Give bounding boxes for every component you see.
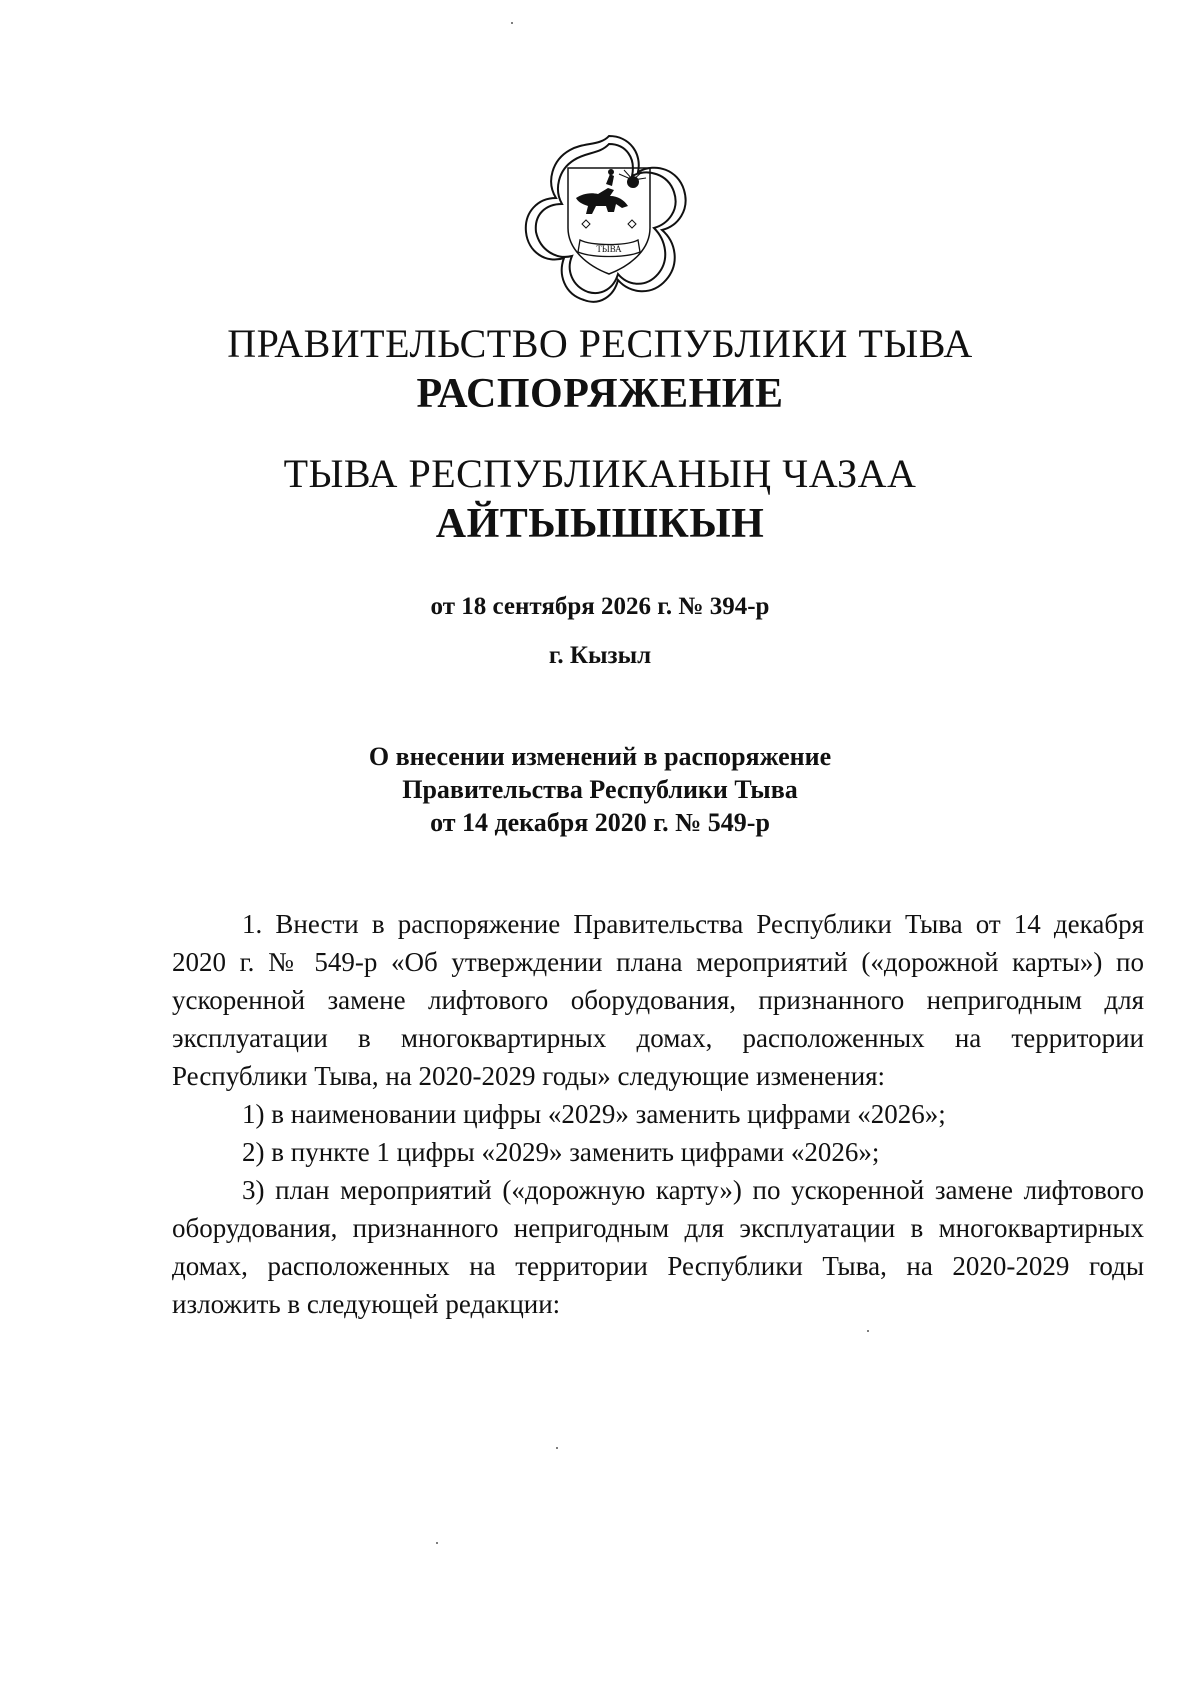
- subject-line: от 14 декабря 2020 г. № 549-р: [430, 808, 770, 837]
- emblem-ribbon-label: ТЫВА: [596, 244, 622, 254]
- scan-speck: [511, 22, 513, 24]
- document-type-ru: РАСПОРЯЖЕНИЕ: [416, 371, 784, 417]
- body-paragraph: 1. Внести в распоряжение Правительства Республики Тыва от 14 декабря 2020 г. № 549-р «Об утверждении плана мероприятий («дорожной карты») по ускоренной замене лифтового оборудования, признанного непригодным для эксплуатации в многоквартирных домах, расположенных на территории Республики Тыва, на 2020-2029 годы» следующие изменения:: [172, 909, 1144, 1091]
- document-type-tyv: АЙТЫЫШКЫН: [435, 501, 765, 547]
- scan-speck: [436, 1542, 438, 1544]
- tuva-emblem-icon: [518, 128, 700, 310]
- scan-speck: [556, 1447, 558, 1449]
- subject-line: О внесении изменений в распоряжение: [368, 742, 832, 771]
- body-paragraph: 3) план мероприятий («дорожную карту») по ускоренной замене лифтового оборудования, признанного непригодным для эксплуатации в многоквартирных домах, расположенных на территории Республики Тыва, на 2020-2029 годы изложить в следующей редакции:: [172, 1175, 1144, 1319]
- body-paragraph: 1) в наименовании цифры «2029» заменить цифрами «2026»;: [242, 1099, 946, 1129]
- subject-line: Правительства Республики Тыва: [402, 775, 798, 804]
- document-date-number: от 18 сентября 2026 г. № 394-р: [430, 593, 770, 620]
- document-body: [172, 905, 1144, 1323]
- document-city: г. Кызыл: [548, 642, 652, 669]
- scan-speck: [867, 1330, 869, 1332]
- document-subject: [0, 740, 1200, 839]
- body-paragraph: 2) в пункте 1 цифры «2029» заменить цифрами «2026»;: [242, 1137, 880, 1167]
- government-name-ru: ПРАВИТЕЛЬСТВО РЕСПУБЛИКИ ТЫВА: [227, 321, 973, 366]
- government-name-tyv: ТЫВА РЕСПУБЛИКАНЫҢ ЧАЗАА: [283, 451, 917, 496]
